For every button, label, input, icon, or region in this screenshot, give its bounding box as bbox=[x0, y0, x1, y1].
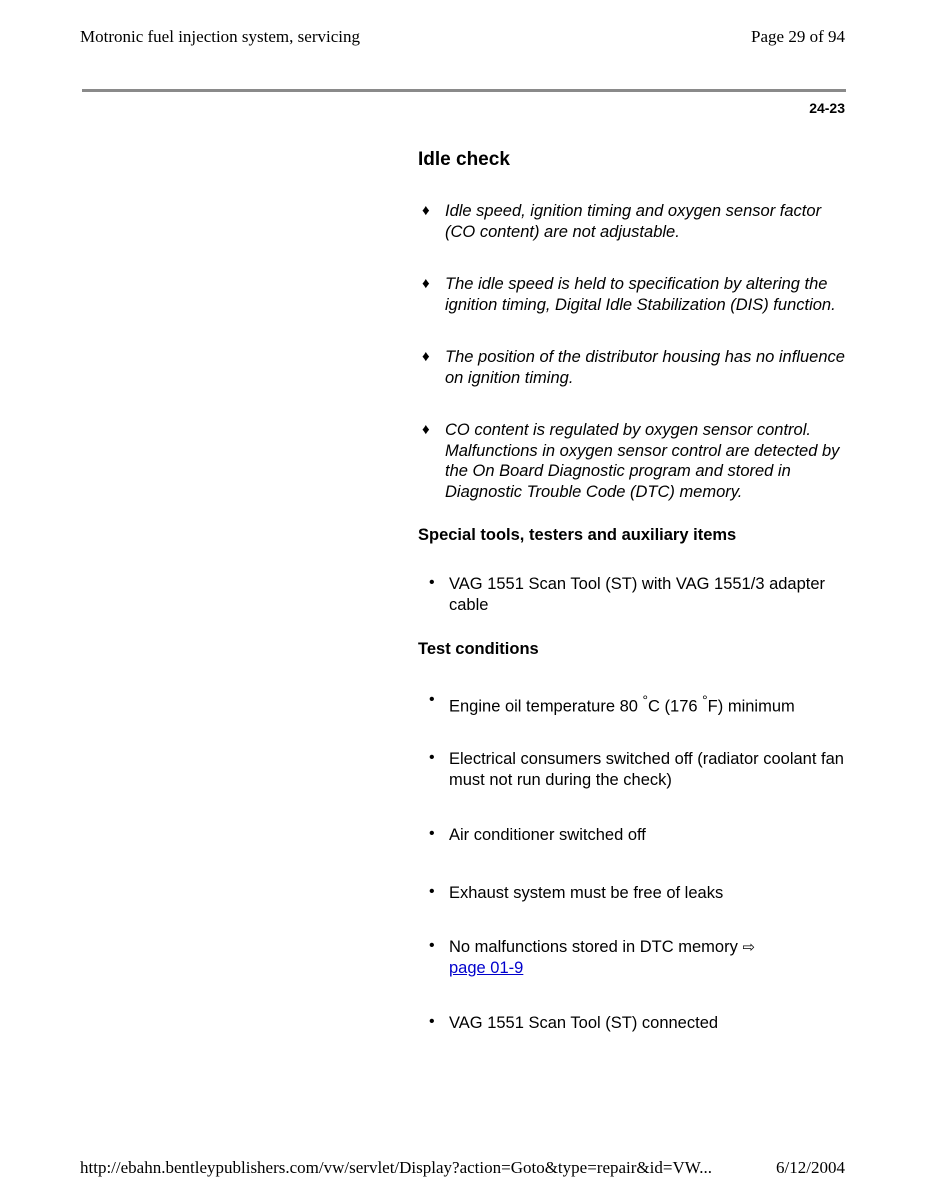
list-item-text: VAG 1551 Scan Tool (ST) connected bbox=[449, 1014, 719, 1032]
note-item bbox=[418, 347, 846, 388]
list-item bbox=[418, 574, 846, 615]
note-text: Idle speed, ignition timing and oxygen sensor factor (CO content) are not adjustable. bbox=[445, 202, 822, 241]
list-item bbox=[418, 749, 846, 790]
page-title: Idle check bbox=[418, 149, 510, 170]
degree-symbol: ° bbox=[702, 693, 708, 708]
bullet-icon: • bbox=[429, 937, 435, 954]
header-divider bbox=[82, 89, 846, 92]
list-item-text: Electrical consumers switched off (radiator coolant fan must not run during the check) bbox=[449, 750, 844, 789]
page-number: Page 29 of 94 bbox=[751, 27, 845, 46]
main-content bbox=[418, 148, 846, 1034]
diamond-bullet-icon: ♦ bbox=[422, 421, 430, 438]
special-tools-heading: Special tools, testers and auxiliary items bbox=[418, 526, 737, 544]
list-item-text: VAG 1551 Scan Tool (ST) with VAG 1551/3 adapter cable bbox=[449, 575, 826, 614]
list-item bbox=[418, 883, 846, 904]
note-item bbox=[418, 420, 846, 502]
note-text: The idle speed is held to specification by altering the ignition timing, Digital Idle Stabilization (DIS) function. bbox=[445, 275, 836, 314]
note-list bbox=[418, 201, 846, 502]
list-item bbox=[418, 825, 846, 846]
diamond-bullet-icon: ♦ bbox=[422, 202, 430, 219]
note-text: The position of the distributor housing has no influence on ignition timing. bbox=[445, 348, 845, 387]
bullet-icon: • bbox=[429, 1013, 435, 1030]
special-tools-list bbox=[418, 574, 846, 615]
footer-date: 6/12/2004 bbox=[776, 1158, 845, 1177]
note-item bbox=[418, 274, 846, 315]
oil-temp-text-end: F) minimum bbox=[707, 697, 795, 716]
diamond-bullet-icon: ♦ bbox=[422, 275, 430, 292]
oil-temp-text: Engine oil temperature 80 bbox=[449, 697, 638, 716]
bullet-icon: • bbox=[429, 825, 435, 842]
bullet-icon: • bbox=[429, 882, 435, 900]
list-item bbox=[418, 691, 846, 717]
test-conditions-list bbox=[418, 691, 846, 1034]
list-item bbox=[418, 1013, 846, 1034]
list-item bbox=[418, 937, 846, 978]
arrow-right-icon: ⇨ bbox=[742, 938, 756, 956]
bullet-icon: • bbox=[429, 749, 435, 766]
footer-url: http://ebahn.bentleypublishers.com/vw/servlet/Display?action=Goto&type=repair&id=VW... bbox=[80, 1158, 712, 1177]
diamond-bullet-icon: ♦ bbox=[422, 348, 430, 365]
section-number: 24-23 bbox=[809, 100, 845, 116]
bullet-icon: • bbox=[429, 574, 435, 591]
degree-symbol: ° bbox=[642, 693, 649, 708]
oil-temp-text-mid: C (176 bbox=[648, 697, 698, 716]
note-text: CO content is regulated by oxygen sensor control. Malfunctions in oxygen sensor control are detected by the On Board Diagnostic program and stored in Diagnostic Trouble Code (DTC) memory. bbox=[445, 421, 840, 501]
page-link[interactable]: page 01-9 bbox=[449, 958, 524, 977]
list-item-text: No malfunctions stored in DTC memory bbox=[449, 938, 738, 956]
bullet-icon: • bbox=[429, 691, 435, 708]
header-title: Motronic fuel injection system, servicing bbox=[80, 27, 360, 46]
list-item-text: Exhaust system must be free of leaks bbox=[449, 883, 724, 902]
note-item bbox=[418, 201, 846, 242]
test-conditions-heading: Test conditions bbox=[418, 640, 539, 658]
list-item-text: Air conditioner switched off bbox=[449, 826, 646, 844]
